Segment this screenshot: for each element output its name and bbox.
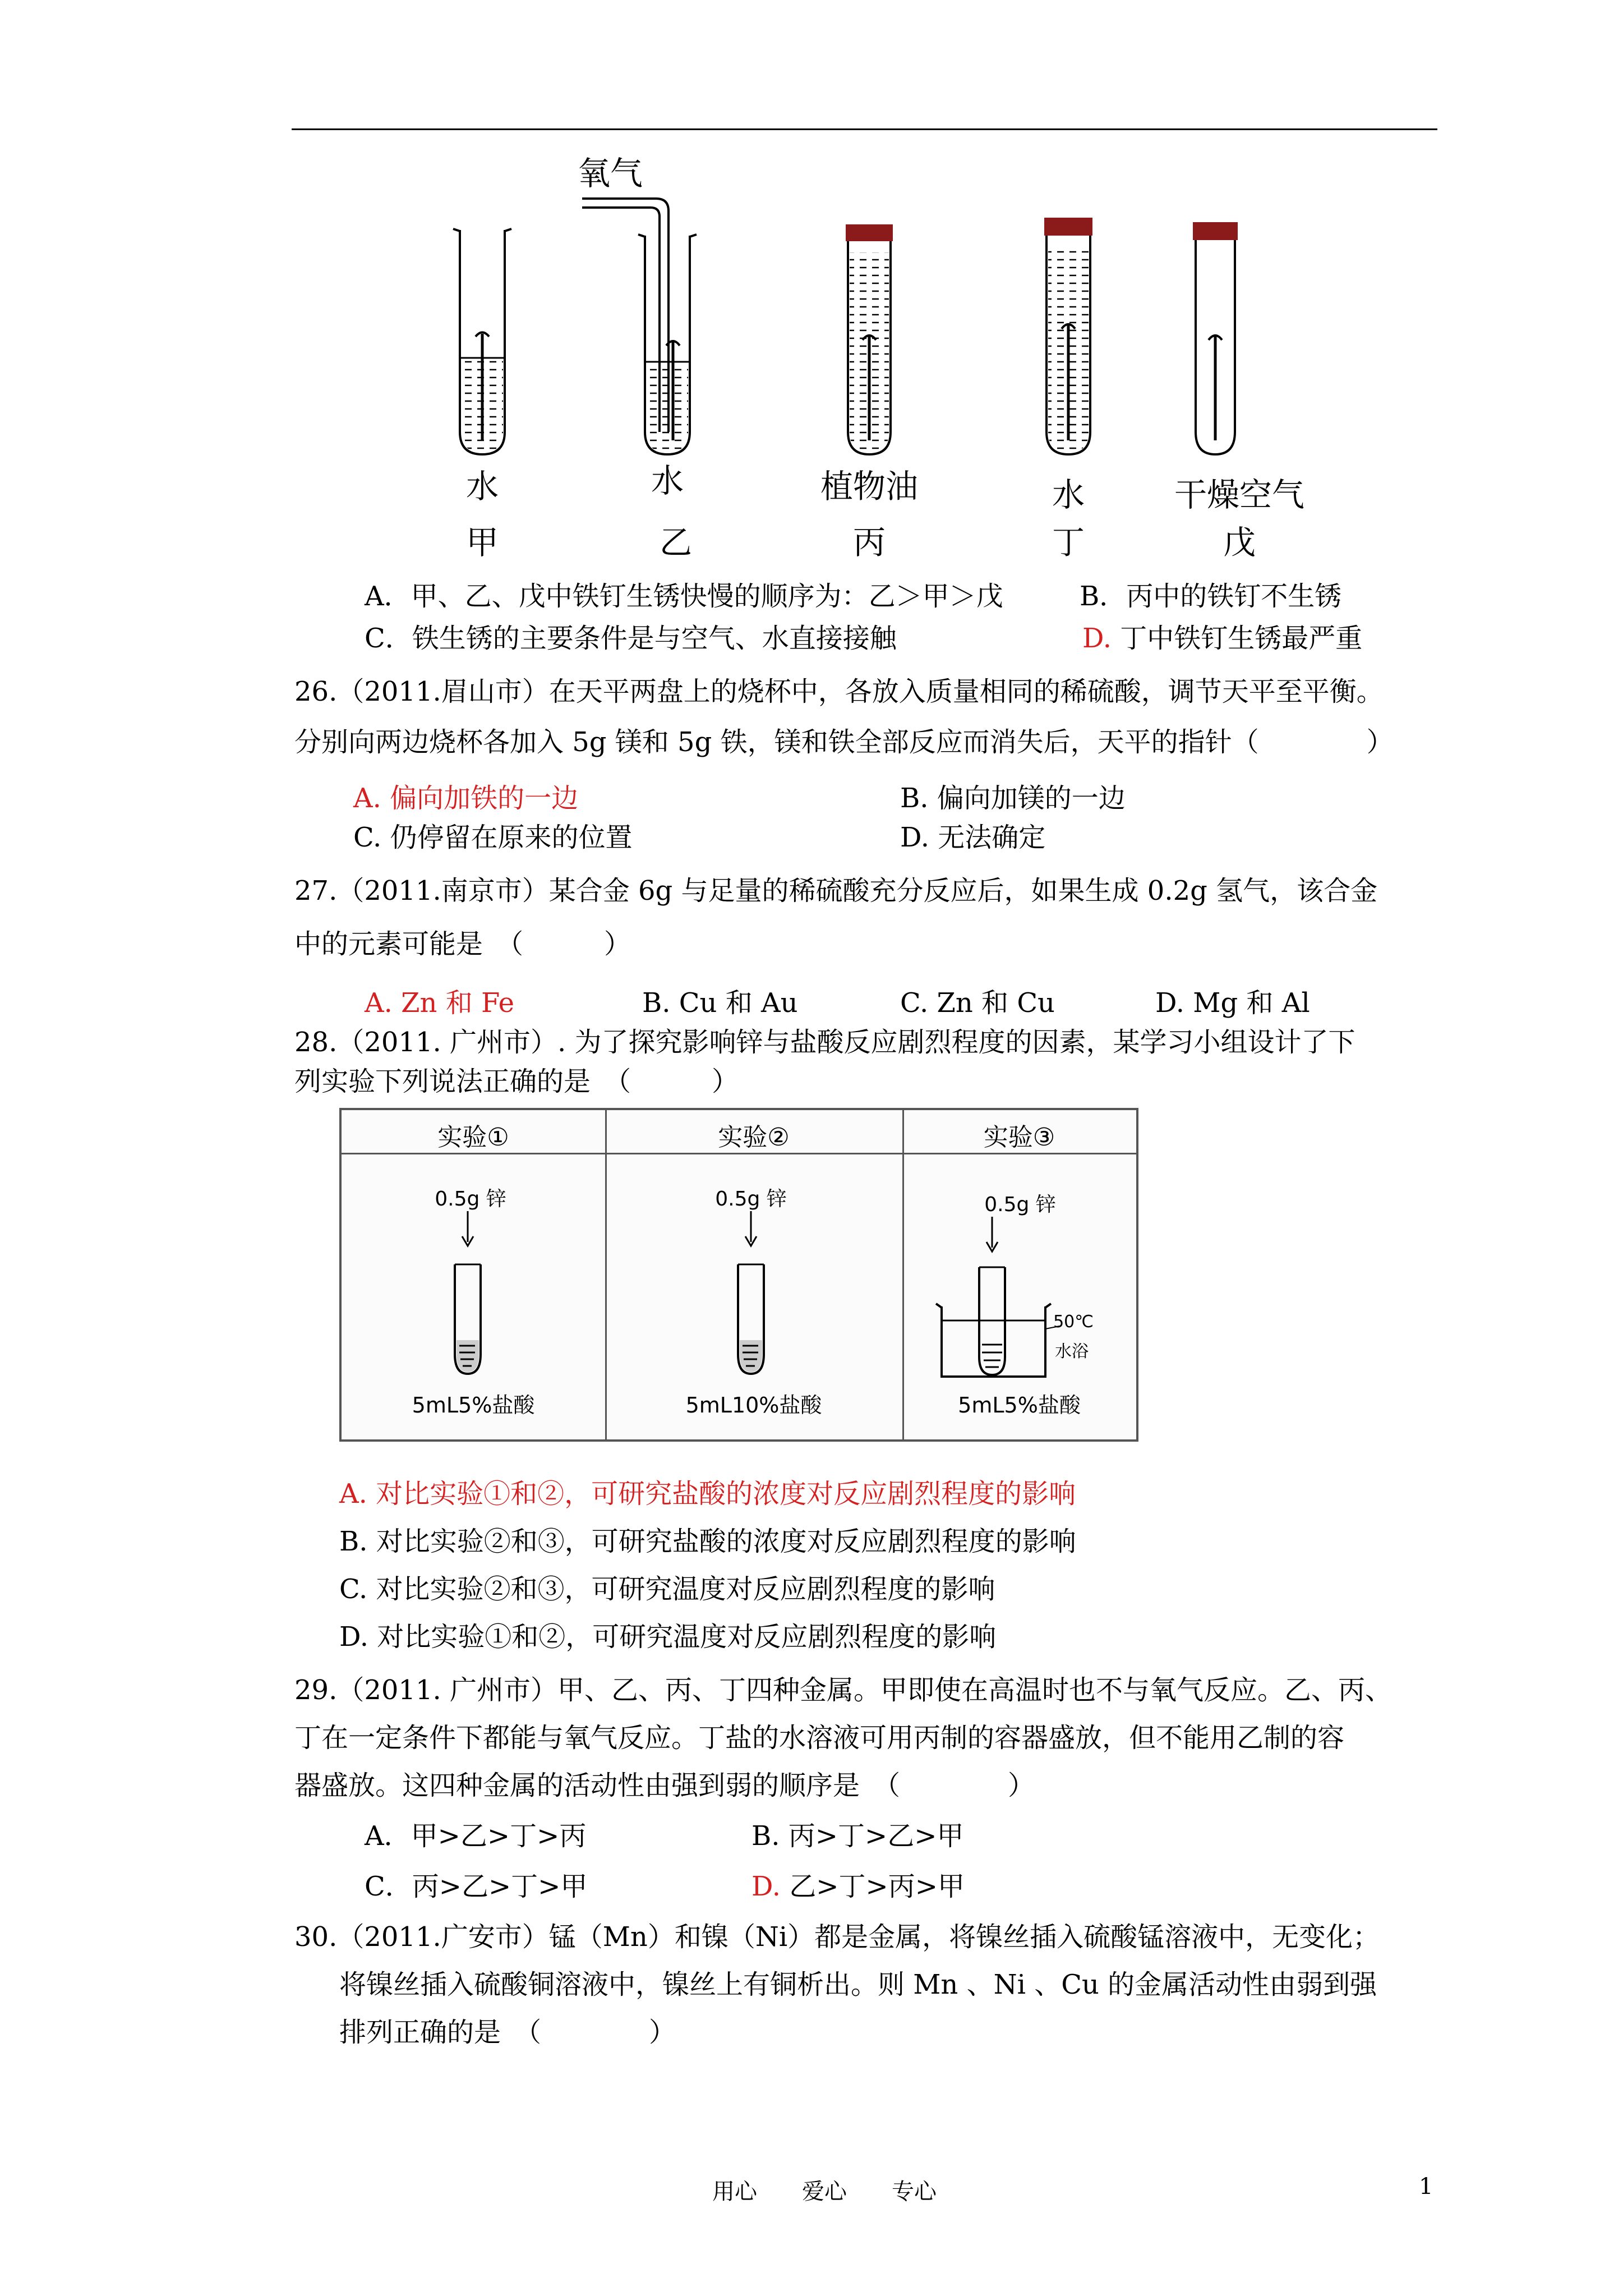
q27-option-d: D. Mg 和 Al xyxy=(1155,987,1310,1019)
q28-stem-line2: 列实验下列说法正确的是 （ ） xyxy=(294,1066,739,1097)
q26-stem-line2: 分别向两边烧杯各加入 5g 镁和 5g 铁，镁和铁全部反应而消失后，天平的指针（ ） xyxy=(294,726,1394,758)
q29-stem-line3: 器盛放。这四种金属的活动性由强到弱的顺序是 （ ） xyxy=(294,1770,1035,1801)
tube-yi-content: 水 xyxy=(651,462,684,500)
experiment-2-solution: 5mL10%盐酸 xyxy=(685,1393,822,1418)
tube-ding xyxy=(1044,218,1092,454)
tube-bing-name: 丙 xyxy=(852,523,886,562)
experiment-3-title: 实验③ xyxy=(983,1123,1055,1152)
tube-ding-name: 丁 xyxy=(1052,523,1085,562)
q29-stem-line1: 29.（2011. 广州市）甲、乙、丙、丁四种金属。甲即使在高温时也不与氧气反应。乙、丙、 xyxy=(294,1674,1393,1706)
experiment-3-solution: 5mL5%盐酸 xyxy=(958,1393,1081,1418)
experiment-1-solution: 5mL5%盐酸 xyxy=(412,1393,535,1418)
tube-ding-content: 水 xyxy=(1052,476,1085,514)
experiment-table xyxy=(339,1108,1138,1442)
tube-bing-content: 植物油 xyxy=(820,467,918,505)
q28-stem-line1: 28.（2011. 广州市）. 为了探究影响锌与盐酸反应剧烈程度的因素，某学习小组设计了下 xyxy=(294,1027,1355,1058)
q28-option-b: B. 对比实验②和③，可研究盐酸的浓度对反应剧烈程度的影响 xyxy=(339,1526,1076,1557)
experiment-3-bath-label: 水浴 xyxy=(1055,1342,1089,1361)
q25-option-d xyxy=(1082,623,1362,655)
q30-stem-line2: 将镍丝插入硫酸铜溶液中，镍丝上有铜析出。则 Mn 、Ni 、Cu 的金属活动性由弱到强 xyxy=(339,1969,1377,2000)
tube-yi-name: 乙 xyxy=(659,523,692,562)
q26-option-b: B. 偏向加镁的一边 xyxy=(900,783,1126,814)
q27-stem-line1: 27.（2011.南京市）某合金 6g 与足量的稀硫酸充分反应后，如果生成 0.2g 氢气，该合金 xyxy=(294,875,1378,907)
test-tubes-drawing xyxy=(426,185,1335,477)
q29-option-d-letter: D. xyxy=(751,1871,781,1902)
q29-option-d-text: 乙>丁>丙>甲 xyxy=(789,1871,965,1902)
q29-option-a: A．甲>乙>丁>丙 xyxy=(365,1820,587,1852)
q28-option-d: D. 对比实验①和②，可研究温度对反应剧烈程度的影响 xyxy=(339,1621,997,1653)
q25-option-a: A．甲、乙、戊中铁钉生锈快慢的顺序为：乙＞甲＞戊 xyxy=(365,581,1003,612)
q26-option-d: D. 无法确定 xyxy=(900,822,1046,853)
experiment-2-tube xyxy=(726,1211,793,1379)
experiment-1-tube xyxy=(442,1211,510,1379)
tube-yi xyxy=(582,199,697,454)
q29-option-d xyxy=(751,1871,965,1903)
q30-stem-line3: 排列正确的是 （ ） xyxy=(339,2017,676,2048)
experiment-1-title: 实验① xyxy=(437,1123,509,1152)
page-number: 1 xyxy=(1419,2174,1433,2200)
header-rule xyxy=(292,128,1437,130)
q25-option-c: C．铁生锈的主要条件是与空气、水直接接触 xyxy=(365,623,897,654)
tube-bing xyxy=(846,224,893,454)
q28-option-c: C. 对比实验②和③，可研究温度对反应剧烈程度的影响 xyxy=(339,1573,995,1605)
q29-stem-line2: 丁在一定条件下都能与氧气反应。丁盐的水溶液可用丙制的容器盛放，但不能用乙制的容 xyxy=(294,1722,1345,1754)
experiment-3-tube-in-bath xyxy=(919,1217,1065,1385)
q25-option-b: B．丙中的铁钉不生锈 xyxy=(1080,581,1342,612)
q26-option-c: C. 仍停留在原来的位置 xyxy=(353,822,633,853)
q27-stem-line2: 中的元素可能是 （ ） xyxy=(294,928,631,960)
q30-stem-line1: 30.（2011.广安市）锰（Mn）和镍（Ni）都是金属，将镍丝插入硫酸锰溶液中，无变化； xyxy=(294,1921,1380,1953)
experiment-2-reagent: 0.5g 锌 xyxy=(715,1188,787,1211)
q25-option-d-letter: D. xyxy=(1082,623,1112,654)
q29-option-b: B. 丙>丁>乙>甲 xyxy=(751,1820,964,1852)
tube-wu xyxy=(1193,222,1238,454)
tube-jia-name: 甲 xyxy=(465,523,499,562)
page-footer-text: 用心 爱心 专心 xyxy=(712,2179,937,2205)
tube-jia xyxy=(453,229,511,454)
experiment-3-reagent: 0.5g 锌 xyxy=(984,1193,1056,1216)
tube-jia-content: 水 xyxy=(465,467,499,505)
q26-option-a: A. 偏向加铁的一边 xyxy=(353,783,579,814)
tube-wu-content: 干燥空气 xyxy=(1174,476,1304,514)
experiment-3-bath-temp: 50℃ xyxy=(1053,1312,1094,1332)
q29-option-c: C．丙>乙>丁>甲 xyxy=(365,1871,588,1902)
q28-option-a: A. 对比实验①和②，可研究盐酸的浓度对反应剧烈程度的影响 xyxy=(339,1478,1076,1510)
oxygen-label: 氧气 xyxy=(578,154,643,192)
q27-option-b: B. Cu 和 Au xyxy=(642,987,798,1019)
q25-option-d-text: 丁中铁钉生锈最严重 xyxy=(1120,623,1363,654)
tube-wu-name: 戊 xyxy=(1223,523,1256,562)
q26-stem-line1: 26.（2011.眉山市）在天平两盘上的烧杯中，各放入质量相同的稀硫酸，调节天平至平衡。 xyxy=(294,676,1384,707)
q27-option-a: A. Zn 和 Fe xyxy=(365,987,515,1019)
experiment-2-title: 实验② xyxy=(718,1123,790,1152)
experiment-1-reagent: 0.5g 锌 xyxy=(435,1188,506,1211)
q27-option-c: C. Zn 和 Cu xyxy=(900,987,1055,1019)
